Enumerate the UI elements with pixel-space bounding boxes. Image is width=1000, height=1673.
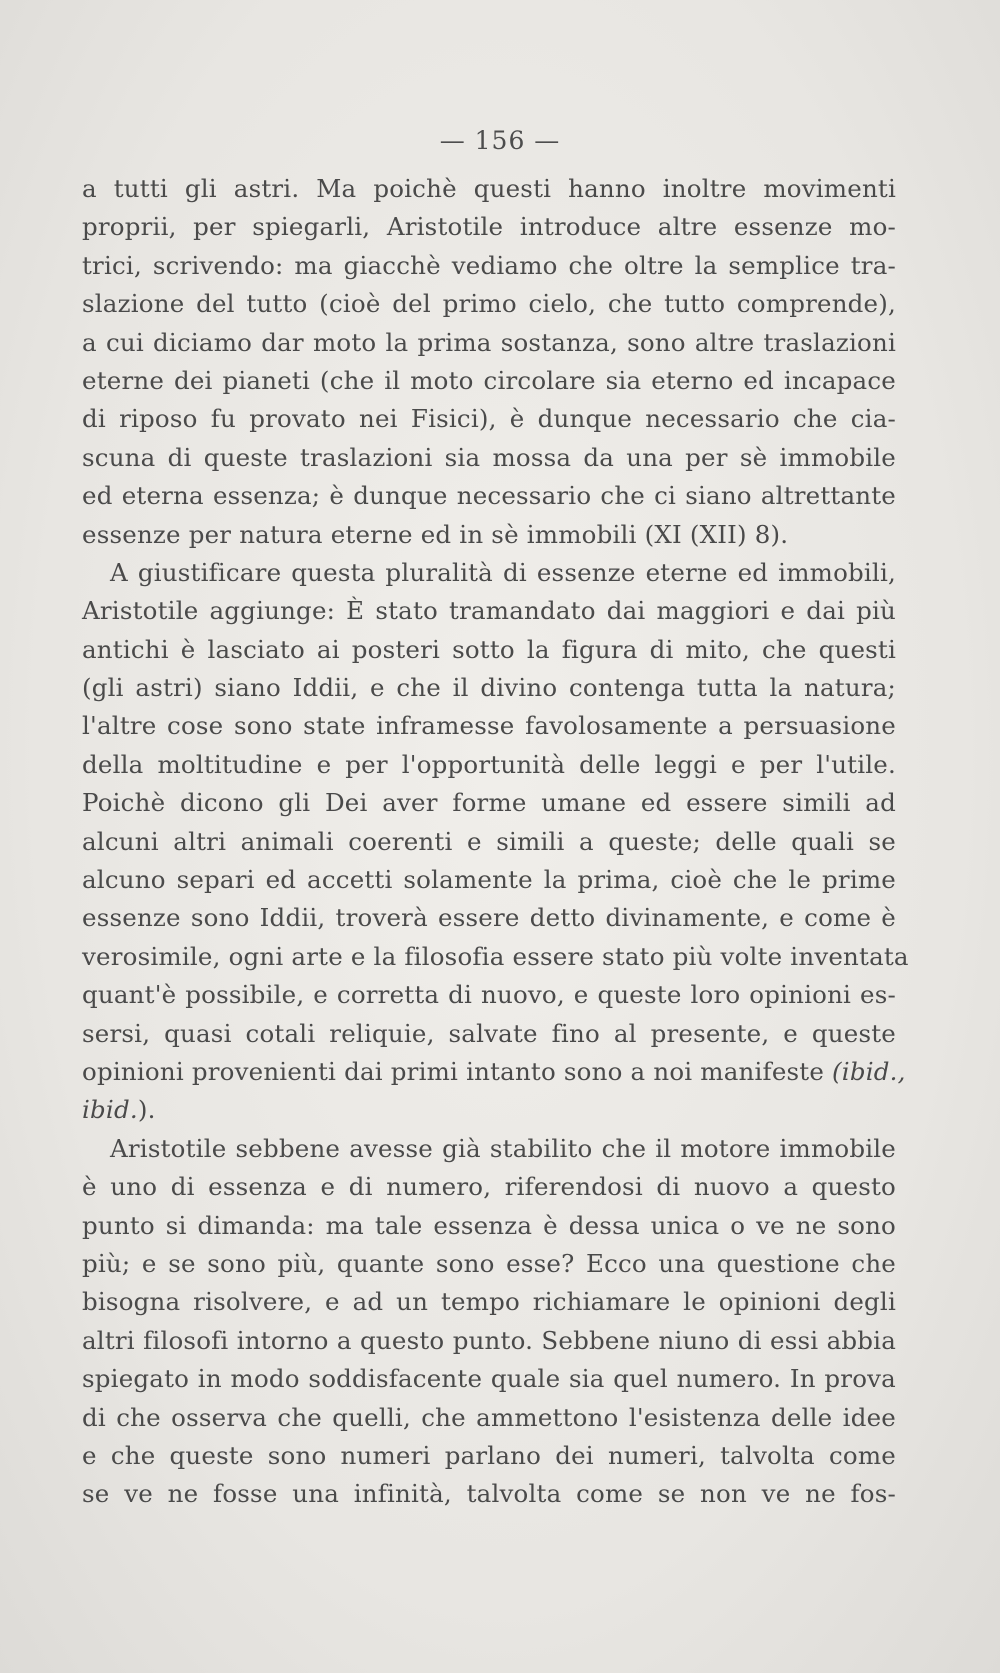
citation-ibid: (ibid., xyxy=(832,1056,906,1086)
text-line: Aristotile aggiunge: È stato tramandato dai maggiori e dai più xyxy=(82,596,896,626)
text-line: essenze sono Iddii, troverà essere detto divinamente, e come è xyxy=(82,903,896,933)
text-line: e che queste sono numeri parlano dei numeri, talvolta come xyxy=(82,1440,896,1470)
text-line: opinioni provenienti dai primi intanto sono a noi manifeste xyxy=(82,1056,825,1086)
text-line: Poichè dicono gli Dei aver forme umane ed essere simili ad xyxy=(82,788,896,818)
text-line: proprii, per spiegarli, Aristotile introduce altre essenze mo- xyxy=(82,212,896,242)
text-line: A giustificare questa pluralità di essenze eterne ed immobili, xyxy=(110,557,896,587)
text-line: l'altre cose sono state inframesse favolosamente a persuasione xyxy=(82,711,896,741)
text-line: è uno di essenza e di numero, riferendosi di nuovo a questo xyxy=(82,1172,896,1202)
text-line: trici, scrivendo: ma giacchè vediamo che oltre la semplice tra- xyxy=(82,250,896,280)
text-line: antichi è lasciato ai posteri sotto la figura di mito, che questi xyxy=(82,634,896,664)
text-line: Aristotile sebbene avesse già stabilito che il motore immobile xyxy=(110,1133,896,1163)
text-line: se ve ne fosse una infinità, talvolta come se non ve ne fos- xyxy=(82,1479,896,1509)
text-line: a cui diciamo dar moto la prima sostanza, sono altre traslazioni xyxy=(82,327,896,357)
text-line: della moltitudine e per l'opportunità delle leggi e per l'utile. xyxy=(82,749,896,779)
text-line: alcuno separi ed accetti solamente la prima, cioè che le prime xyxy=(82,865,896,895)
text-line: più; e se sono più, quante sono esse? Ecco una questione che xyxy=(82,1248,896,1278)
citation-close: ). xyxy=(137,1095,156,1125)
text-line: alcuni altri animali coerenti e simili a queste; delle quali se xyxy=(82,826,896,856)
citation-ibid: ibid. xyxy=(82,1095,138,1125)
paragraph-3 xyxy=(82,1130,896,1514)
text-line-with-citation xyxy=(82,1053,906,1091)
text-line: (gli astri) siano Iddii, e che il divino contenga tutta la natura; xyxy=(82,673,896,703)
page-number: — 156 — xyxy=(439,126,561,155)
citation-line xyxy=(82,1091,896,1129)
body-text xyxy=(82,170,909,1514)
text-line: spiegato in modo soddisfacente quale sia quel numero. In prova xyxy=(82,1364,896,1394)
text-line: verosimile, ogni arte e la filosofia essere stato più volte inventata xyxy=(82,941,909,971)
text-line: scuna di queste traslazioni sia mossa da una per sè immobile xyxy=(82,442,896,472)
text-line: di che osserva che quelli, che ammettono l'esistenza delle idee xyxy=(82,1402,896,1432)
paragraph-1 xyxy=(82,170,896,554)
paragraph-2 xyxy=(82,554,909,1130)
text-line: sersi, quasi cotali reliquie, salvate fino al presente, e queste xyxy=(82,1018,896,1048)
text-line: di riposo fu provato nei Fisici), è dunque necessario che cia- xyxy=(82,404,896,434)
text-line: eterne dei pianeti (che il moto circolare sia eterno ed incapace xyxy=(82,365,896,395)
text-line: slazione del tutto (cioè del primo cielo, che tutto comprende), xyxy=(82,289,896,319)
text-line: essenze per natura eterne ed in sè immobili (XI (XII) 8). xyxy=(82,519,789,549)
text-line: punto si dimanda: ma tale essenza è dessa unica o ve ne sono xyxy=(82,1210,896,1240)
text-line: a tutti gli astri. Ma poichè questi hanno inoltre movimenti xyxy=(82,174,896,203)
text-line: ed eterna essenza; è dunque necessario che ci siano altrettante xyxy=(82,481,896,511)
text-line: altri filosofi intorno a questo punto. Sebbene niuno di essi abbia xyxy=(82,1325,896,1355)
text-line: bisogna risolvere, e ad un tempo richiamare le opinioni degli xyxy=(82,1287,896,1317)
text-line: quant'è possibile, e corretta di nuovo, e queste loro opinioni es- xyxy=(82,980,896,1010)
